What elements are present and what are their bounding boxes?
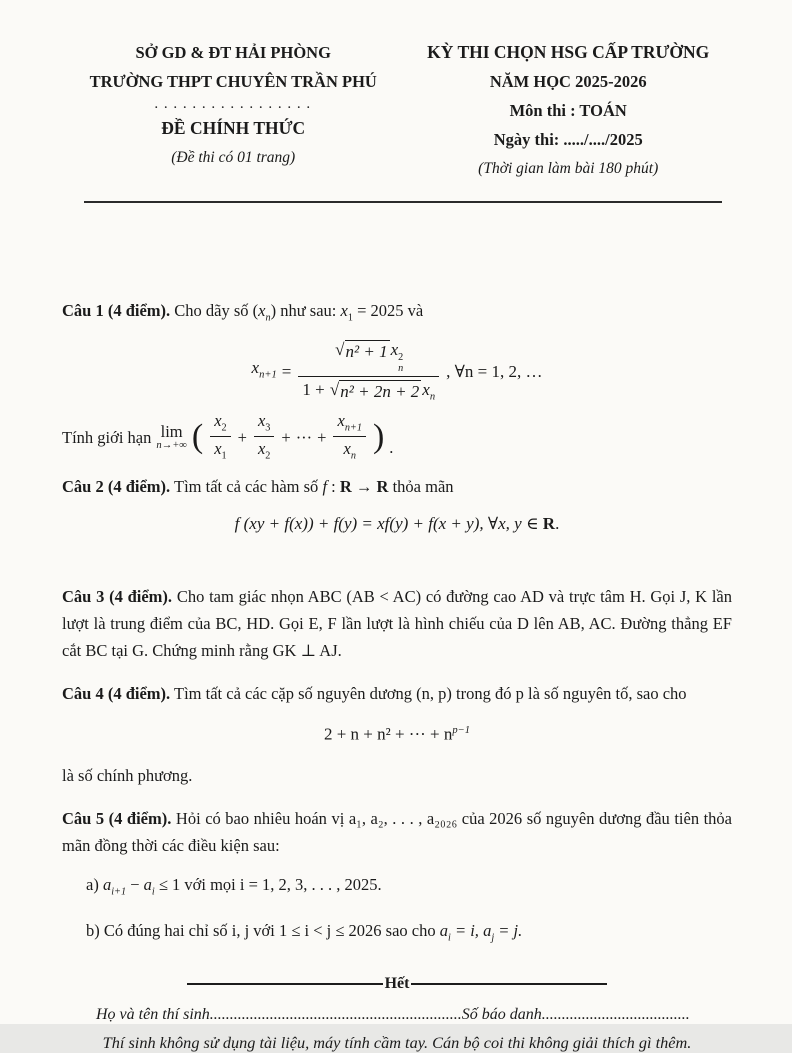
question-1-label: Câu 1 (4 điểm). <box>62 301 171 320</box>
end-label: Hết <box>384 974 410 992</box>
question-3 <box>62 583 732 664</box>
radical-sign: √ <box>335 340 345 360</box>
end-divider-right-segment <box>411 983 607 985</box>
school-year: NĂM HỌC 2025-2026 <box>489 72 647 91</box>
stacked-sup-sub: 2 n <box>398 351 404 375</box>
question-4-intro: Câu 4 (4 điểm). Tìm tất cả các cặp số nguyên dương (n, p) trong đó p là số nguyên tố, sao cho <box>62 684 687 704</box>
candidate-name-label: Họ và tên thí sinh <box>96 1005 210 1023</box>
question-2-label: Câu 2 (4 điểm). <box>62 477 171 497</box>
question-5-label: Câu 5 (4 điểm). <box>62 809 172 829</box>
question-2 <box>62 473 732 537</box>
question-3-label: Câu 3 (4 điểm). <box>62 587 173 607</box>
question-1 <box>62 297 732 463</box>
sqrt-expression: √ n² + 1 <box>335 340 388 362</box>
question-2-functional-equation: f (xy + f(x)) + f(y) = xf(y) + f(x + y), ∀x, y ∈ R. <box>234 514 560 534</box>
formula-lhs: $x_{n+1}$ <box>251 358 277 381</box>
school-name: TRƯỜNG THPT CHUYÊN TRẦN PHÚ <box>89 72 377 91</box>
recurrence-fraction <box>298 339 439 403</box>
candidate-id-dots: ..................................... <box>541 1005 690 1023</box>
exam-date-line: Ngày thi: ...../..../2025 <box>493 130 643 149</box>
limit-operator: lim n→+∞ <box>156 422 187 452</box>
center-dots: ··· <box>295 427 313 447</box>
question-4 <box>62 680 732 789</box>
question-4-tail: là số chính phương. <box>62 766 193 786</box>
question-5-intro: Câu 5 (4 điểm). Hỏi có bao nhiêu hoán vị a₁, a₂, . . . , a₂₀₂₆ của 2026 số nguyên dương đầu tiên thỏa mãn đồng thời các điều kiện sau: <box>62 809 733 856</box>
official-exam-label: ĐỀ CHÍNH THỨC <box>161 118 306 138</box>
question-3-body: Cho tam giác nhọn ABC (AB < AC) có đường cao AD và trực tâm H. Gọi J, K lần lượt là trung điểm của BC, HD. Gọi E, F lần lượt là hình chiếu của D lên AB, AC. Đường thẳng EF cắt BC tại G. Chứng minh rằng GK ⊥ AJ. <box>62 587 733 661</box>
dotted-separator: . . . . . . . . . . . . . . . . . <box>154 99 312 111</box>
formula-condition: , ∀n = 1, 2, … <box>446 361 543 381</box>
header-divider-line <box>84 201 722 203</box>
limit-fraction-1: $\frac{x_2}{x_1}$ <box>210 411 230 463</box>
fraction-numerator: √ n² + 1 x 2 n <box>298 339 439 376</box>
question-1-limit-line: Tính giới hạn lim n→+∞ ( $\frac{x_2}{x_1}$ + $\frac{x_3}{x_2}$ + ··· + $\frac{x_{n+1}}{x_n}$ ) . <box>62 411 394 462</box>
candidate-name-dots: ............................................................... <box>209 1005 462 1023</box>
question-4-series-formula: 2 + n + n² + ··· + $n^{p-1}$ <box>323 725 471 745</box>
header-left-column <box>62 38 404 183</box>
reals-symbol: R <box>542 514 556 534</box>
sqrt-expression: √ n² + 2n + 2 <box>329 379 420 401</box>
close-paren: ) <box>372 418 385 456</box>
question-4-label: Câu 4 (4 điểm). <box>62 684 171 704</box>
reals-symbol: R <box>376 477 389 497</box>
subject-line: Môn thi : TOÁN <box>509 101 627 120</box>
question-5-item-b: b) Có đúng hai chỉ số i, j với 1 ≤ i < j ≤ 2026 sao cho $a_i = i$, $a_j = j$. <box>86 921 523 944</box>
page-header <box>62 38 732 183</box>
radical-sign: √ <box>329 379 340 399</box>
end-divider <box>187 976 607 992</box>
duration-note: (Thời gian làm bài 180 phút) <box>478 160 659 177</box>
end-divider-left-segment <box>187 983 383 985</box>
candidate-id-label: Số báo danh <box>461 1005 542 1023</box>
question-2-intro: Câu 2 (4 điểm). Tìm tất cả các hàm số f : R → R thỏa mãn <box>62 477 454 497</box>
header-right-column <box>404 38 732 183</box>
question-5 <box>62 805 732 952</box>
limit-fraction-3: $\frac{x_{n+1}}{x_n}$ <box>333 411 365 463</box>
page-count-note: (Đề thi có 01 trang) <box>171 149 296 166</box>
question-1-intro: Câu 1 (4 điểm). Cho dãy số $(x_n)$ như sau: $x_1 = 2025$ và <box>62 301 424 324</box>
reals-symbol: R <box>339 477 352 497</box>
limit-fraction-2: $\frac{x_3}{x_2}$ <box>254 411 274 463</box>
candidate-info-line <box>96 1002 732 1028</box>
question-1-recurrence-formula: $x_{n+1}$ = √ n² + 1 x 2 n 1 + √ n² + 2n + 2 $x_n$ , ∀n = 1, 2, … <box>251 340 543 403</box>
open-paren: ( <box>191 418 204 456</box>
contest-title: KỲ THI CHỌN HSG CẤP TRƯỜNG <box>427 42 710 62</box>
question-5-item-a: a) $a_{i+1} - a_i \le 1$ với mọi i = 1, 2, 3, . . . , 2025. <box>86 875 382 898</box>
exam-rules-note: Thí sinh không sử dụng tài liệu, máy tính cầm tay. Cán bộ coi thi không giải thích gì thêm. <box>102 1032 692 1052</box>
fraction-denominator: 1 + √ n² + 2n + 2 $x_n$ <box>302 379 436 403</box>
department-name: SỞ GD & ĐT HẢI PHÒNG <box>135 43 331 62</box>
